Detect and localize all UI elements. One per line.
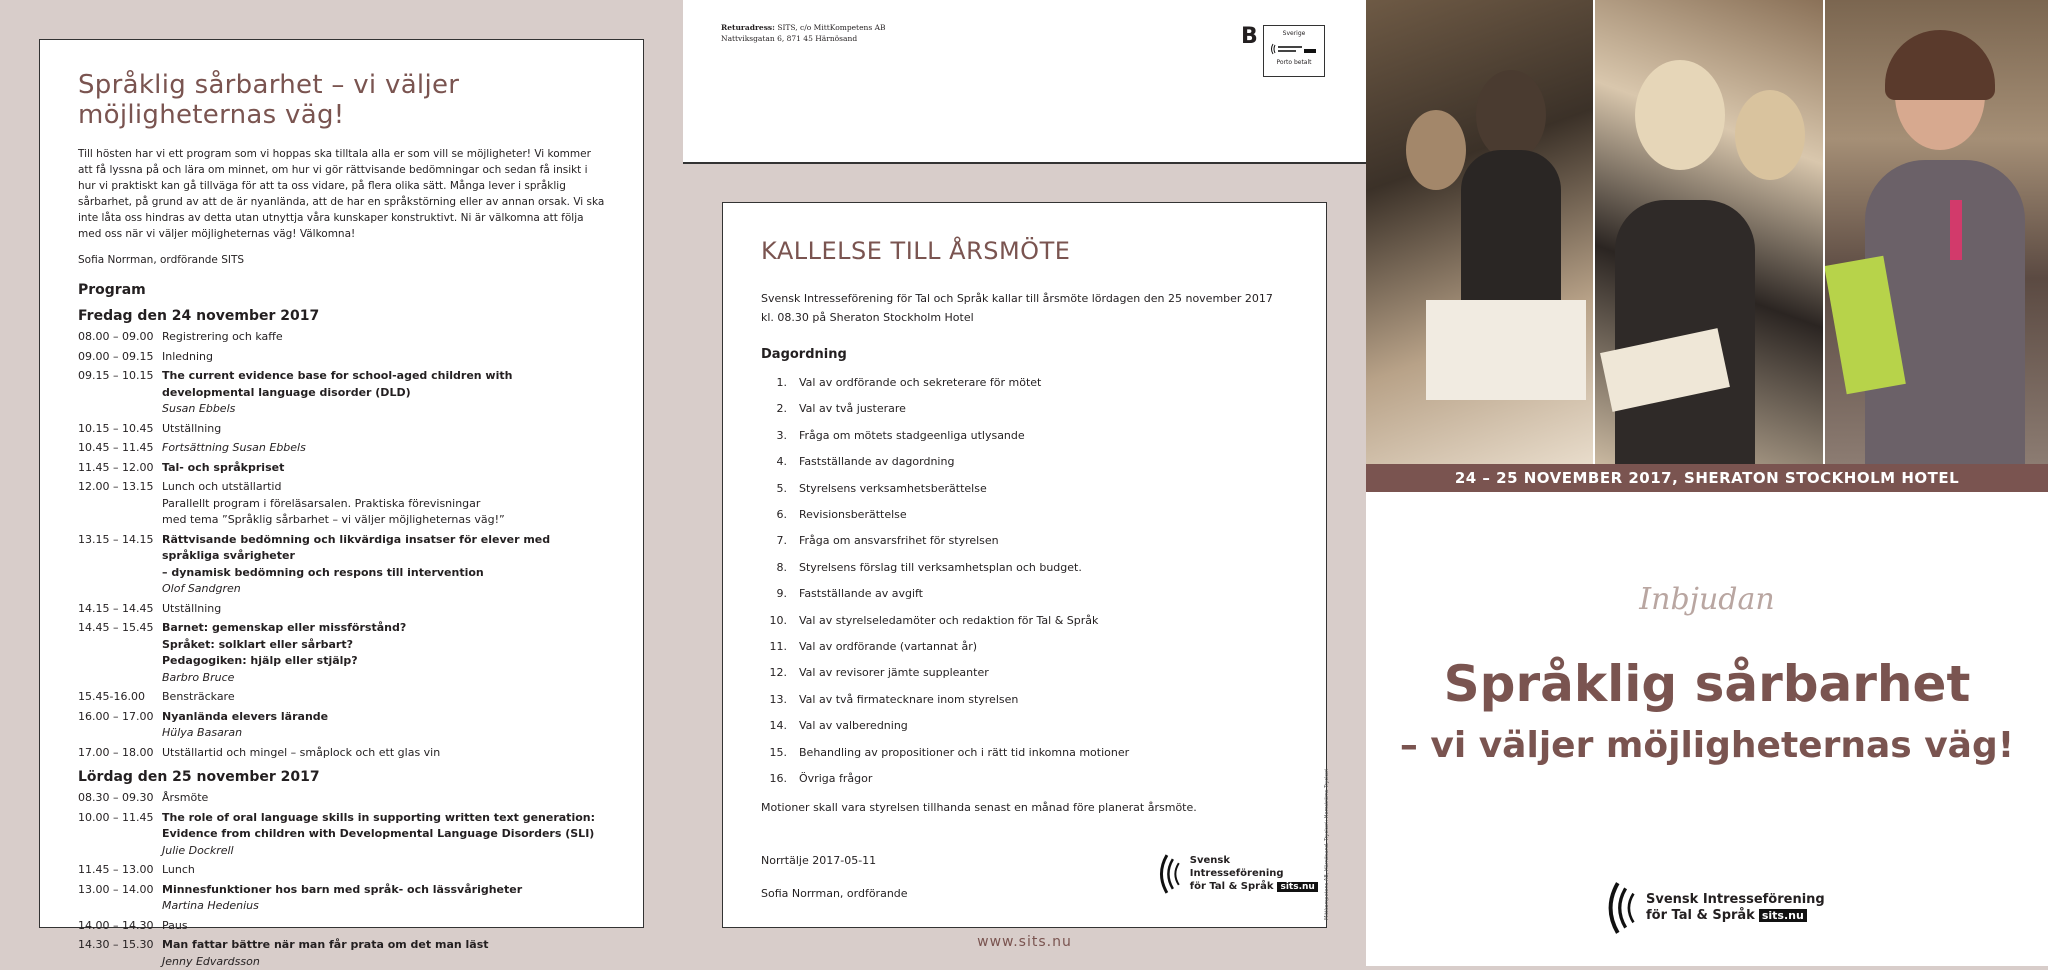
- signer: Sofia Norrman, ordförande: [761, 887, 1288, 900]
- program-row: [78, 349, 605, 366]
- program-desc-line: Minnesfunktioner hos barn med språk- och lässvårigheter: [162, 882, 605, 899]
- program-desc: [162, 689, 605, 706]
- program-row: [78, 329, 605, 346]
- program-desc-line: Parallellt program i föreläsarsalen. Praktiska förevisningar: [162, 496, 605, 513]
- agenda-number: 5.: [761, 476, 787, 502]
- program-row: [78, 532, 605, 598]
- agenda-text: Fråga om mötets stadgeenliga utlysande: [799, 423, 1025, 449]
- program-desc-line: Årsmöte: [162, 790, 605, 807]
- program-row: [78, 620, 605, 686]
- agenda-text: Fråga om ansvarsfrihet för styrelsen: [799, 528, 999, 554]
- program-row: [78, 689, 605, 706]
- program-desc-line: Lunch och utställartid: [162, 479, 605, 496]
- agenda-text: Fastställande av dagordning: [799, 449, 954, 475]
- program-days: [78, 308, 605, 970]
- stamp-paid: Porto betalt: [1264, 59, 1324, 66]
- agenda-number: 12.: [761, 660, 787, 686]
- program-desc-line: Julie Dockrell: [162, 843, 605, 860]
- agenda-number: 2.: [761, 396, 787, 422]
- cover-brand-line2: för Tal & Språk: [1646, 908, 1755, 923]
- agenda-text: Fastställande av avgift: [799, 581, 923, 607]
- agenda-item: [761, 634, 1288, 660]
- agenda-item: [761, 608, 1288, 634]
- program-time: 13.15 – 14.15: [78, 532, 162, 598]
- program-row: [78, 440, 605, 457]
- agenda-number: 15.: [761, 740, 787, 766]
- brand-line2: för Tal & Språk: [1190, 881, 1274, 892]
- program-time: 14.00 – 14.30: [78, 918, 162, 935]
- program-time: 08.30 – 09.30: [78, 790, 162, 807]
- program-row: [78, 368, 605, 418]
- brand-chip: sits.nu: [1277, 882, 1317, 892]
- sits-logo: [1158, 853, 1326, 895]
- return-address: [721, 22, 886, 44]
- program-desc-line: Barbro Bruce: [162, 670, 605, 687]
- postage-stamp: [1263, 25, 1325, 77]
- program-row: [78, 918, 605, 935]
- program-time: 12.00 – 13.15: [78, 479, 162, 529]
- program-desc: [162, 745, 605, 762]
- envelope-area: [683, 0, 1366, 164]
- agenda-number: 13.: [761, 687, 787, 713]
- program-desc-line: Susan Ebbels: [162, 401, 605, 418]
- program-row: [78, 709, 605, 742]
- program-time: 10.15 – 10.45: [78, 421, 162, 438]
- program-desc-line: The role of oral language skills in supporting written text generation:: [162, 810, 605, 827]
- date-bar: 24 – 25 NOVEMBER 2017, SHERATON STOCKHOLM HOTEL: [1366, 464, 2048, 492]
- agenda-text: Val av revisorer jämte suppleanter: [799, 660, 989, 686]
- cover-sits-logo: [1606, 878, 1825, 938]
- program-time: 17.00 – 18.00: [78, 745, 162, 762]
- agenda-text: Val av två firmatecknare inom styrelsen: [799, 687, 1018, 713]
- cover-brand-line1: Svensk Intresseförening: [1646, 892, 1825, 908]
- program-desc: [162, 918, 605, 935]
- program-desc: [162, 882, 605, 915]
- kallelse-intro: Svensk Intresseförening för Tal och Språk kallar till årsmöte lördagen den 25 november 2017 kl. 08.30 på Sheraton Stockholm Hotel: [761, 289, 1288, 327]
- program-desc-line: Barnet: gemenskap eller missförstånd?: [162, 620, 605, 637]
- agenda-text: Val av styrelseledamöter och redaktion för Tal & Språk: [799, 608, 1098, 634]
- agenda-item: [761, 423, 1288, 449]
- program-row: [78, 937, 605, 970]
- program-desc-line: Inledning: [162, 349, 605, 366]
- agenda-item: [761, 740, 1288, 766]
- photo-woman-smiling: [1825, 0, 2048, 464]
- agenda-number: 11.: [761, 634, 787, 660]
- program-desc: [162, 601, 605, 618]
- program-desc-line: Jenny Edvardsson: [162, 954, 605, 970]
- program-day-title: Lördag den 25 november 2017: [78, 769, 605, 785]
- program-row: [78, 790, 605, 807]
- stamp-logo-icon: [1270, 43, 1318, 55]
- agenda-number: 7.: [761, 528, 787, 554]
- program-desc-line: Bensträckare: [162, 689, 605, 706]
- program-desc: [162, 790, 605, 807]
- print-note: Mittkompetens AB, Härnösand. Tryckeri: Hemströms Tryckeri: [1324, 760, 1338, 920]
- program-desc-line: Olof Sandgren: [162, 581, 605, 598]
- program-time: 14.45 – 15.45: [78, 620, 162, 686]
- program-desc-line: Evidence from children with Developmental Language Disorders (SLI): [162, 826, 605, 843]
- program-desc-line: Pedagogiken: hjälp eller stjälp?: [162, 653, 605, 670]
- agenda-item: [761, 502, 1288, 528]
- program-time: 10.00 – 11.45: [78, 810, 162, 860]
- program-desc-line: Fortsättning Susan Ebbels: [162, 440, 605, 457]
- program-desc: [162, 460, 605, 477]
- agenda-text: Revisionsberättelse: [799, 502, 907, 528]
- program-row: [78, 460, 605, 477]
- motion-note: Motioner skall vara styrelsen tillhanda senast en månad före planerat årsmöte.: [761, 801, 1288, 814]
- program-desc: [162, 709, 605, 742]
- agenda-text: Behandling av propositioner och i rätt tid inkomna motioner: [799, 740, 1129, 766]
- agenda-item: [761, 370, 1288, 396]
- program-time: 11.45 – 12.00: [78, 460, 162, 477]
- program-desc-line: Paus: [162, 918, 605, 935]
- program-desc: [162, 479, 605, 529]
- program-desc-line: Språket: solklart eller sårbart?: [162, 637, 605, 654]
- kallelse-title: KALLELSE TILL ÅRSMÖTE: [761, 237, 1288, 265]
- kallelse-card: [722, 202, 1327, 928]
- program-desc-line: Tal- och språkpriset: [162, 460, 605, 477]
- program-desc-line: Man fattar bättre när man får prata om det man läst: [162, 937, 605, 954]
- program-row: [78, 810, 605, 860]
- agenda-number: 4.: [761, 449, 787, 475]
- program-desc-line: Rättvisande bedömning och likvärdiga insatser för elever med språkliga svårigheter: [162, 532, 605, 565]
- return-street: Nattviksgatan 6, 871 45 Härnösand: [721, 34, 857, 43]
- program-card: [39, 39, 644, 928]
- cover-title-line1: Språklig sårbarhet: [1366, 655, 2048, 713]
- invite-label: Inbjudan: [1366, 582, 2048, 617]
- program-row: [78, 421, 605, 438]
- agenda-item: [761, 766, 1288, 792]
- agenda-number: 3.: [761, 423, 787, 449]
- program-heading: Program: [78, 282, 605, 298]
- program-desc: [162, 349, 605, 366]
- program-desc-line: The current evidence base for school-aged children with: [162, 368, 605, 385]
- program-desc: [162, 620, 605, 686]
- place-date: Norrtälje 2017-05-11: [761, 854, 1288, 867]
- sits-logo-icon: [1158, 853, 1184, 895]
- program-desc: [162, 368, 605, 418]
- program-row: [78, 882, 605, 915]
- agenda-list: [761, 370, 1288, 793]
- program-desc: [162, 810, 605, 860]
- return-name: SITS, c/o MittKompetens AB: [777, 23, 885, 32]
- program-time: 09.00 – 09.15: [78, 349, 162, 366]
- program-desc: [162, 937, 605, 970]
- agenda-text: Val av ordförande och sekreterare för mötet: [799, 370, 1041, 396]
- program-desc-line: Utställartid och mingel – småplock och ett glas vin: [162, 745, 605, 762]
- program-desc: [162, 329, 605, 346]
- program-desc-line: Lunch: [162, 862, 605, 879]
- return-label: Returadress:: [721, 23, 775, 32]
- agenda-number: 10.: [761, 608, 787, 634]
- agenda-number: 14.: [761, 713, 787, 739]
- program-time: 09.15 – 10.15: [78, 368, 162, 418]
- program-time: 13.00 – 14.00: [78, 882, 162, 915]
- program-signature: Sofia Norrman, ordförande SITS: [78, 254, 605, 266]
- b-mark: B: [1241, 24, 1258, 49]
- agenda-number: 1.: [761, 370, 787, 396]
- program-row: [78, 745, 605, 762]
- program-row: [78, 479, 605, 529]
- cover-sits-logo-icon: [1606, 878, 1640, 938]
- program-desc: [162, 532, 605, 598]
- program-desc-line: Nyanlända elevers lärande: [162, 709, 605, 726]
- program-desc-line: Utställning: [162, 421, 605, 438]
- program-time: 08.00 – 09.00: [78, 329, 162, 346]
- program-desc: [162, 440, 605, 457]
- program-desc: [162, 862, 605, 879]
- photo-strip: [1366, 0, 2048, 464]
- agenda-item: [761, 449, 1288, 475]
- agenda-text: Övriga frågor: [799, 766, 872, 792]
- agenda-number: 9.: [761, 581, 787, 607]
- program-desc: [162, 421, 605, 438]
- agenda-text: Val av två justerare: [799, 396, 906, 422]
- program-desc-line: Utställning: [162, 601, 605, 618]
- brand-line1: Svensk Intresseförening: [1190, 854, 1326, 880]
- photo-exhibitors: [1366, 0, 1593, 464]
- cover-panel: [1366, 0, 2048, 966]
- program-desc-line: med tema ”Språklig sårbarhet – vi väljer möjligheternas väg!”: [162, 512, 605, 529]
- agenda-number: 6.: [761, 502, 787, 528]
- program-row: [78, 601, 605, 618]
- program-row: [78, 862, 605, 879]
- agenda-number: 16.: [761, 766, 787, 792]
- program-time: 16.00 – 17.00: [78, 709, 162, 742]
- program-intro: Till hösten har vi ett program som vi hoppas ska tilltala alla er som vill se möjligheter! Vi kommer att få lyssna på och lära om minnet, om hur vi gör rättvisande bedömningar och sedan få insikt i hur vi praktiskt kan gå tillväga för att ta oss vidare, på flera olika sätt. Många lever i språklig sårbarhet, på grund av att de är nyanlända, att de har en språkstörning eller av annan orsak. Vi ska inte låta oss hindras av detta utan utnyttja våra kunskaper konstruktivt. Ni är välkomna att följa med oss när vi väljer möjligheternas väg! Välkomna!: [78, 146, 605, 242]
- program-day-title: Fredag den 24 november 2017: [78, 308, 605, 324]
- agenda-text: Val av valberedning: [799, 713, 908, 739]
- program-time: 11.45 – 13.00: [78, 862, 162, 879]
- agenda-item: [761, 396, 1288, 422]
- program-title: Språklig sårbarhet – vi väljer möjligheternas väg!: [78, 70, 605, 130]
- website-link[interactable]: www.sits.nu: [683, 934, 1366, 950]
- program-time: 10.45 – 11.45: [78, 440, 162, 457]
- program-panel: [0, 0, 683, 966]
- program-time: 14.15 – 14.45: [78, 601, 162, 618]
- agenda-item: [761, 528, 1288, 554]
- agenda-item: [761, 476, 1288, 502]
- agenda-number: 8.: [761, 555, 787, 581]
- program-desc-line: Registrering och kaffe: [162, 329, 605, 346]
- agenda-text: Val av ordförande (vartannat år): [799, 634, 977, 660]
- program-desc-line: Hülya Basaran: [162, 725, 605, 742]
- program-desc-line: Martina Hedenius: [162, 898, 605, 915]
- program-desc-line: – dynamisk bedömning och respons till intervention: [162, 565, 605, 582]
- agenda-item: [761, 687, 1288, 713]
- agenda-text: Styrelsens förslag till verksamhetsplan och budget.: [799, 555, 1082, 581]
- cover-brand-chip: sits.nu: [1759, 909, 1807, 922]
- program-desc-line: developmental language disorder (DLD): [162, 385, 605, 402]
- program-time: 15.45-16.00: [78, 689, 162, 706]
- agenda-heading: Dagordning: [761, 347, 1288, 362]
- cover-title-line2: – vi väljer möjligheternas väg!: [1366, 725, 2048, 766]
- photo-reading-women: [1595, 0, 1822, 464]
- stamp-country: Sverige: [1264, 30, 1324, 37]
- program-time: 14.30 – 15.30: [78, 937, 162, 970]
- agenda-text: Styrelsens verksamhetsberättelse: [799, 476, 987, 502]
- agenda-item: [761, 713, 1288, 739]
- agenda-item: [761, 660, 1288, 686]
- agenda-item: [761, 581, 1288, 607]
- agenda-item: [761, 555, 1288, 581]
